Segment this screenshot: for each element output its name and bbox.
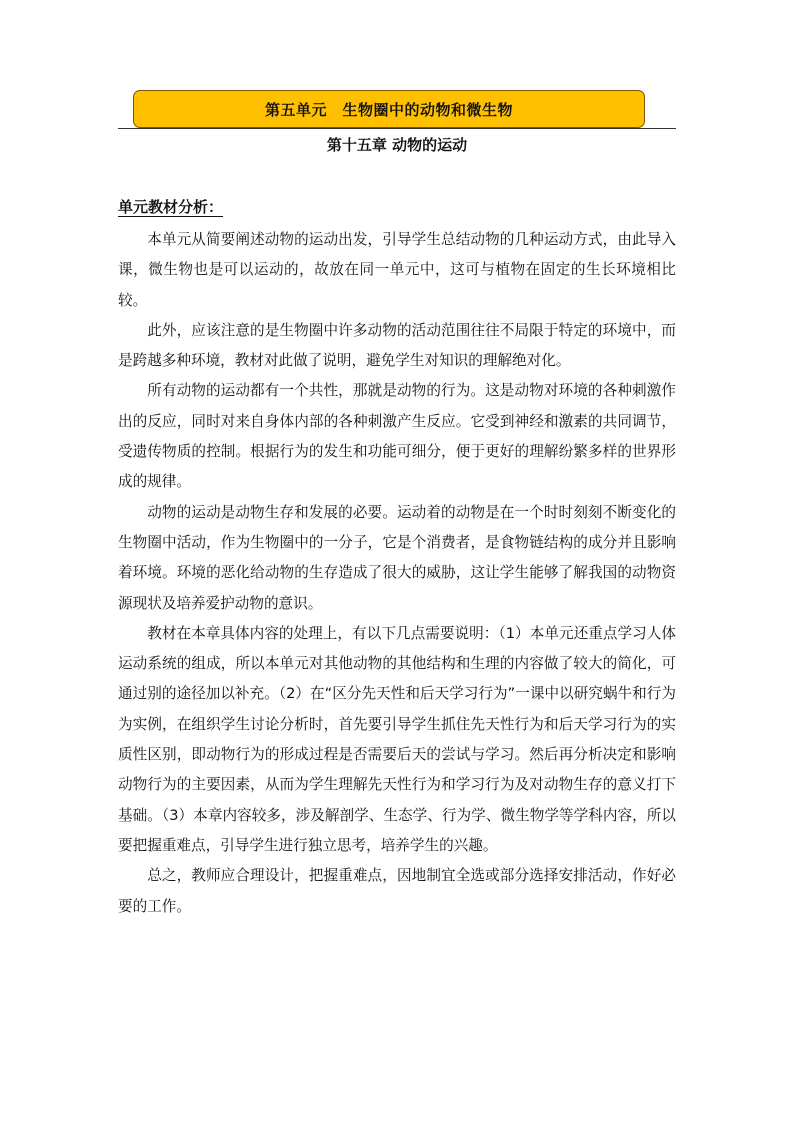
paragraph: 此外，应该注意的是生物圈中许多动物的活动范围往往不局限于特定的环境中，而是跨越多种环境，教材对此做了说明，避免学生对知识的理解绝对化。 bbox=[118, 321, 676, 370]
paragraph: 总之，教师应合理设计，把握重难点，因地制宜全选或部分选择安排活动，作好必要的工作。 bbox=[118, 867, 676, 915]
paragraph: 教材在本章具体内容的处理上，有以下几点需要说明：（1）本单元还重点学习人体运动系统的组成，所以本单元对其他动物的其他结构和生理的内容做了较大的简化，可通过别的途径加以补充。（2）在“区分先天性和后天学习行为”一课中以研究蜗牛和行为为实例，在组织学生讨论分析时，首先要引导学生抓住先天性行为和后天学习行为的实质性区别，即动物行为的形成过程是否需要后天的尝试与学习。然后再分析决定和影响动物行为的主要因素，从而为学生理解先天性行为和学习行为及对动物生存的意义打下基础。（3）本章内容较多，涉及解剖学、生态学、行为学、微生物学等学科内容，所以要把握重难点，引导学生进行独立思考，培养学生的兴趣。 bbox=[118, 624, 676, 854]
unit-title-banner bbox=[133, 90, 645, 128]
body-text bbox=[118, 225, 676, 922]
section-heading: 单元教材分析： bbox=[118, 198, 224, 216]
paragraph: 所有动物的运动都有一个共性，那就是动物的行为。这是动物对环境的各种刺激作出的反应，同时对来自身体内部的各种刺激产生反应。它受到神经和激素的共同调节，受遗传物质的控制。根据行为的发生和功能可细分，便于更好的理解纷繁多样的世界形成的规律。 bbox=[118, 382, 676, 491]
header-divider bbox=[118, 128, 676, 129]
paragraph: 动物的运动是动物生存和发展的必要。运动着的动物是在一个时时刻刻不断变化的生物圈中活动，作为生物圈中的一分子，它是个消费者，是食物链结构的成分并且影响着环境。环境的恶化给动物的生存造成了很大的威胁，这让学生能够了解我国的动物资源现状及培养爱护动物的意识。 bbox=[118, 503, 676, 612]
chapter-title: 第十五章 动物的运动 bbox=[326, 136, 468, 154]
unit-title: 第五单元 生物圈中的动物和微生物 bbox=[264, 100, 513, 119]
paragraph: 本单元从简要阐述动物的运动出发，引导学生总结动物的几种运动方式，由此导入课，微生物也是可以运动的，故放在同一单元中，这可与植物在固定的生长环境相比较。 bbox=[118, 231, 676, 309]
